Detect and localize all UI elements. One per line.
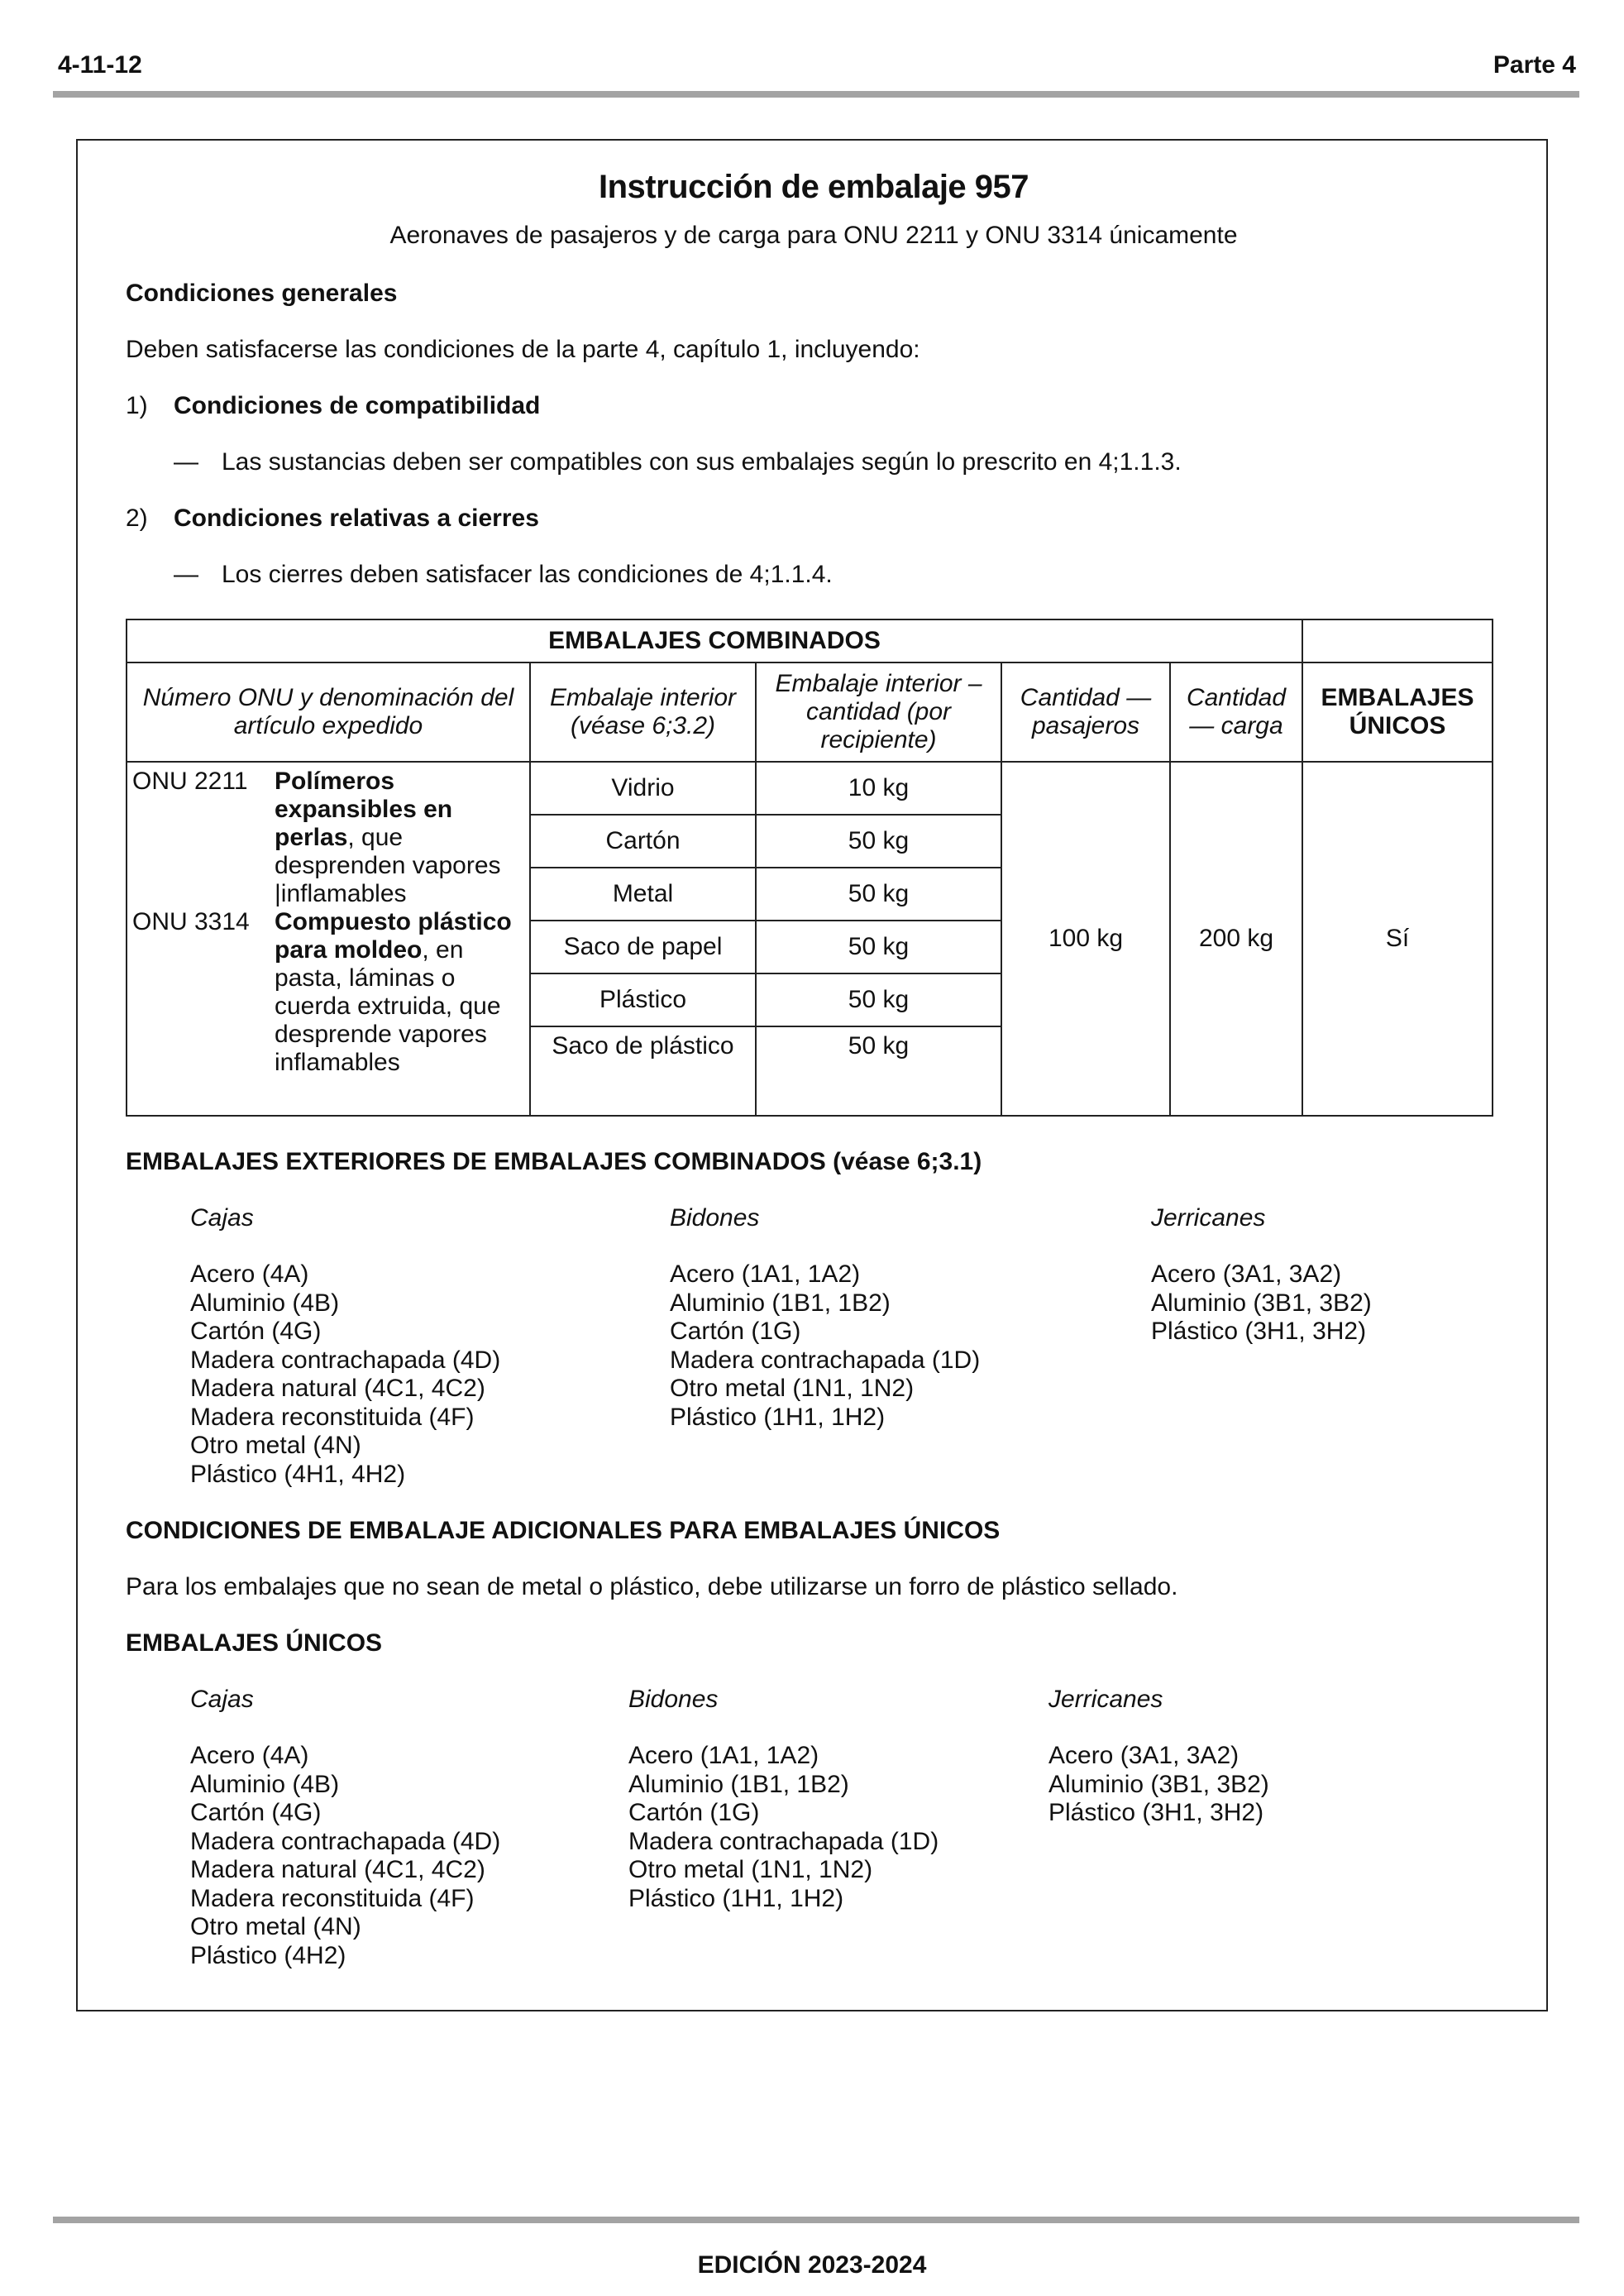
single-boxes-list [190, 1742, 500, 1970]
condition-1-detail [174, 448, 1182, 476]
inner-quantity: 50 kg [756, 1026, 1001, 1116]
pax-value: 100 kg [1001, 762, 1170, 1116]
condition-number: 2) [126, 505, 148, 532]
additional-heading: CONDICIONES DE EMBALAJE ADICIONALES PARA EMBALAJES ÚNICOS [126, 1517, 1001, 1544]
condition-1 [126, 392, 540, 420]
un-code: ONU 2211 [132, 768, 248, 795]
list-item: Otro metal (1N1, 1N2) [670, 1375, 915, 1402]
outer-jerricans-list [1151, 1260, 1372, 1347]
inner-packaging: Cartón [530, 815, 756, 868]
list-item: Acero (1A1, 1A2) [670, 1260, 861, 1288]
un-2211 [132, 768, 524, 908]
instruction-frame [76, 139, 1548, 2011]
list-item: Plástico (1H1, 1H2) [628, 1884, 844, 1912]
single-drums-title: Bidones [628, 1686, 719, 1713]
col-item-header: Número ONU y denominación del artículo expedido [127, 662, 530, 762]
condition-heading: Condiciones relativas a cierres [174, 505, 539, 532]
condition-text: Las sustancias deben ser compatibles con sus embalajes según lo prescrito en 4;1.1.3. [222, 448, 1182, 476]
part-label: Parte 4 [1493, 51, 1576, 79]
condition-heading: Condiciones de compatibilidad [174, 392, 541, 419]
header-rule [53, 91, 1579, 98]
cargo-value: 200 kg [1170, 762, 1302, 1116]
outer-heading: EMBALAJES EXTERIORES DE EMBALAJES COMBINADOS (véase 6;3.1) [126, 1148, 982, 1175]
general-heading: Condiciones generales [126, 280, 398, 307]
inner-quantity: 50 kg [756, 868, 1001, 921]
col-cargo-header: Cantidad — carga [1170, 662, 1302, 762]
list-item: Plástico (4H2) [190, 1941, 346, 1969]
col-single-header: EMBALAJES ÚNICOS [1302, 662, 1493, 762]
list-item: Cartón (1G) [628, 1799, 760, 1826]
footer-rule [53, 2217, 1579, 2223]
list-item: Madera natural (4C1, 4C2) [190, 1375, 485, 1402]
list-item: Cartón (4G) [190, 1318, 322, 1345]
list-item: Madera reconstituida (4F) [190, 1403, 475, 1431]
list-item: Otro metal (4N) [190, 1913, 361, 1940]
un-name-bold: Compuesto plástico para moldeo [275, 908, 512, 964]
single-jerricans-list [1048, 1742, 1269, 1828]
col-inner-header: Embalaje interior (véase 6;3.2) [530, 662, 756, 762]
single-drums-list [628, 1742, 939, 1913]
list-item: Aluminio (1B1, 1B2) [628, 1770, 849, 1798]
list-item: Aluminio (3B1, 3B2) [1048, 1770, 1269, 1798]
list-item: Madera natural (4C1, 4C2) [190, 1856, 485, 1883]
outer-drums-title: Bidones [670, 1204, 760, 1232]
single-heading: EMBALAJES ÚNICOS [126, 1629, 383, 1657]
list-item: Cartón (1G) [670, 1318, 801, 1345]
list-item: Madera contrachapada (4D) [190, 1827, 501, 1855]
single-value: Sí [1302, 762, 1493, 1116]
list-item: Aluminio (4B) [190, 1770, 340, 1798]
col-pax-header: Cantidad — pasajeros [1001, 662, 1170, 762]
list-item: Aluminio (4B) [190, 1289, 340, 1317]
un-name [275, 908, 524, 1077]
list-item: Acero (3A1, 3A2) [1048, 1742, 1239, 1769]
un-name [275, 768, 524, 908]
single-jerricans-title: Jerricanes [1048, 1686, 1163, 1713]
list-item: Acero (3A1, 3A2) [1151, 1260, 1342, 1288]
empty-header-cell [1302, 619, 1493, 662]
inner-packaging: Vidrio [530, 762, 756, 815]
list-item: Madera contrachapada (1D) [670, 1346, 981, 1374]
outer-boxes-list [190, 1260, 500, 1489]
un-name-rest: , en pasta, láminas o cuerda extruida, que desprende vapores inflamables [275, 936, 501, 1076]
outer-boxes-title: Cajas [190, 1204, 254, 1232]
condition-text: Los cierres deben satisfacer las condiciones de 4;1.1.4. [222, 561, 833, 588]
list-item: Aluminio (3B1, 3B2) [1151, 1289, 1372, 1317]
combined-packaging-table [126, 619, 1493, 1117]
list-item: Acero (4A) [190, 1742, 309, 1769]
group-header: EMBALAJES COMBINADOS [127, 619, 1302, 662]
un-name-rest: , que desprenden vapores |inflamables [275, 824, 501, 907]
list-item: Plástico (1H1, 1H2) [670, 1403, 886, 1431]
list-item: Cartón (4G) [190, 1799, 322, 1826]
list-item: Otro metal (4N) [190, 1432, 361, 1459]
list-item: Madera contrachapada (4D) [190, 1346, 501, 1374]
list-item: Acero (4A) [190, 1260, 309, 1288]
inner-quantity: 50 kg [756, 815, 1001, 868]
condition-2 [126, 505, 539, 533]
inner-quantity: 50 kg [756, 921, 1001, 973]
list-item: Plástico (3H1, 3H2) [1151, 1318, 1367, 1345]
instruction-title: Instrucción de embalaje 957 [598, 169, 1029, 205]
un-code: ONU 3314 [132, 908, 250, 935]
dash: — [174, 561, 198, 588]
list-item: Madera contrachapada (1D) [628, 1827, 939, 1855]
condition-number: 1) [126, 392, 148, 419]
list-item: Otro metal (1N1, 1N2) [628, 1856, 873, 1883]
inner-packaging: Metal [530, 868, 756, 921]
outer-drums-list [670, 1260, 980, 1432]
additional-text: Para los embalajes que no sean de metal o plástico, debe utilizarse un forro de plástico sellado. [126, 1573, 1178, 1600]
inner-packaging: Saco de papel [530, 921, 756, 973]
list-item: Plástico (3H1, 3H2) [1048, 1799, 1264, 1826]
general-intro: Deben satisfacerse las condiciones de la parte 4, capítulo 1, incluyendo: [126, 336, 920, 363]
dash: — [174, 448, 198, 476]
un-name-bold: Polímeros expansibles en perlas [275, 768, 453, 851]
inner-quantity: 10 kg [756, 762, 1001, 815]
single-boxes-title: Cajas [190, 1686, 254, 1713]
page-number: 4-11-12 [58, 51, 142, 79]
edition-footer: EDICIÓN 2023-2024 [697, 2251, 927, 2279]
inner-packaging: Saco de plástico [530, 1026, 756, 1116]
list-item: Madera reconstituida (4F) [190, 1884, 475, 1912]
inner-packaging: Plástico [530, 973, 756, 1026]
list-item: Aluminio (1B1, 1B2) [670, 1289, 891, 1317]
list-item: Acero (1A1, 1A2) [628, 1742, 819, 1769]
item-cell [127, 762, 530, 1116]
inner-quantity: 50 kg [756, 973, 1001, 1026]
instruction-subtitle: Aeronaves de pasajeros y de carga para ONU 2211 y ONU 3314 únicamente [389, 222, 1238, 249]
un-3314 [132, 908, 524, 1077]
col-inner-qty-header: Embalaje interior – cantidad (por recipiente) [756, 662, 1001, 762]
condition-2-detail [174, 561, 833, 589]
list-item: Plástico (4H1, 4H2) [190, 1460, 406, 1488]
outer-jerricans-title: Jerricanes [1151, 1204, 1266, 1232]
